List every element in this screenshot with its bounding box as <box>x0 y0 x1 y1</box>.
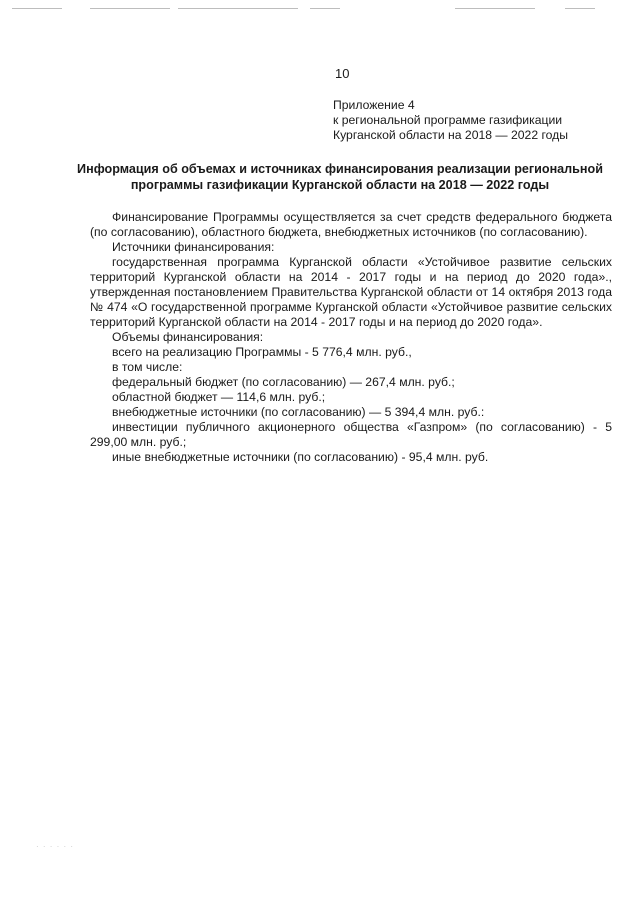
document-title: Информация об объемах и источниках финансирования реализации региональной программы газификации Курганской области на 2018 — 2022 годы <box>77 162 603 192</box>
scan-artifact-line <box>178 8 298 9</box>
scan-artifact-line <box>90 8 170 9</box>
scan-artifact-line <box>12 8 62 9</box>
list-item-regional: областной бюджет — 114,6 млн. руб.; <box>112 390 326 404</box>
appendix-line: к региональной программе газификации <box>333 113 563 127</box>
appendix-header <box>333 98 568 143</box>
paragraph-financing: Финансирование Программы осуществляется за счет средств федерального бюджета (по согласованию), областного бюджета, внебюджетных источников (по согласованию). <box>90 210 612 239</box>
appendix-line: Приложение 4 <box>333 98 415 112</box>
scan-artifact-line <box>565 8 595 9</box>
paragraph-volumes-heading: Объемы финансирования: <box>112 330 264 344</box>
document-body <box>90 210 612 465</box>
list-item-including: в том числе: <box>112 360 183 374</box>
paragraph-state-program: государственная программа Курганской области «Устойчивое развитие сельских территорий Курганской области на 2014 - 2017 годы и на период до 2020 года»., утвержденная постановлением Правительства Курганской области от 14 октября 2013 года № 474 «О государственной программе Курганской области «Устойчивое развитие сельских территорий Курганской области на 2014 - 2017 годы и на период до 2020 года». <box>90 255 612 329</box>
list-item-gazprom: инвестиции публичного акционерного общества «Газпром» (по согласованию) - 5 299,00 млн. руб.; <box>90 420 612 449</box>
page-number: 10 <box>335 66 350 81</box>
list-item-total: всего на реализацию Программы - 5 776,4 млн. руб., <box>112 345 412 359</box>
appendix-line: Курганской области на 2018 — 2022 годы <box>333 128 569 142</box>
paragraph-sources-heading: Источники финансирования: <box>112 240 275 254</box>
list-item-federal: федеральный бюджет (по согласованию) — 267,4 млн. руб.; <box>112 375 455 389</box>
scan-artifact-line <box>455 8 535 9</box>
scan-noise-mark: · · · · · · <box>36 842 75 851</box>
list-item-other: иные внебюджетные источники (по согласованию) - 95,4 млн. руб. <box>112 450 489 464</box>
scan-artifact-line <box>310 8 340 9</box>
list-item-extrabudget: внебюджетные источники (по согласованию) — 5 394,4 млн. руб.: <box>112 405 485 419</box>
